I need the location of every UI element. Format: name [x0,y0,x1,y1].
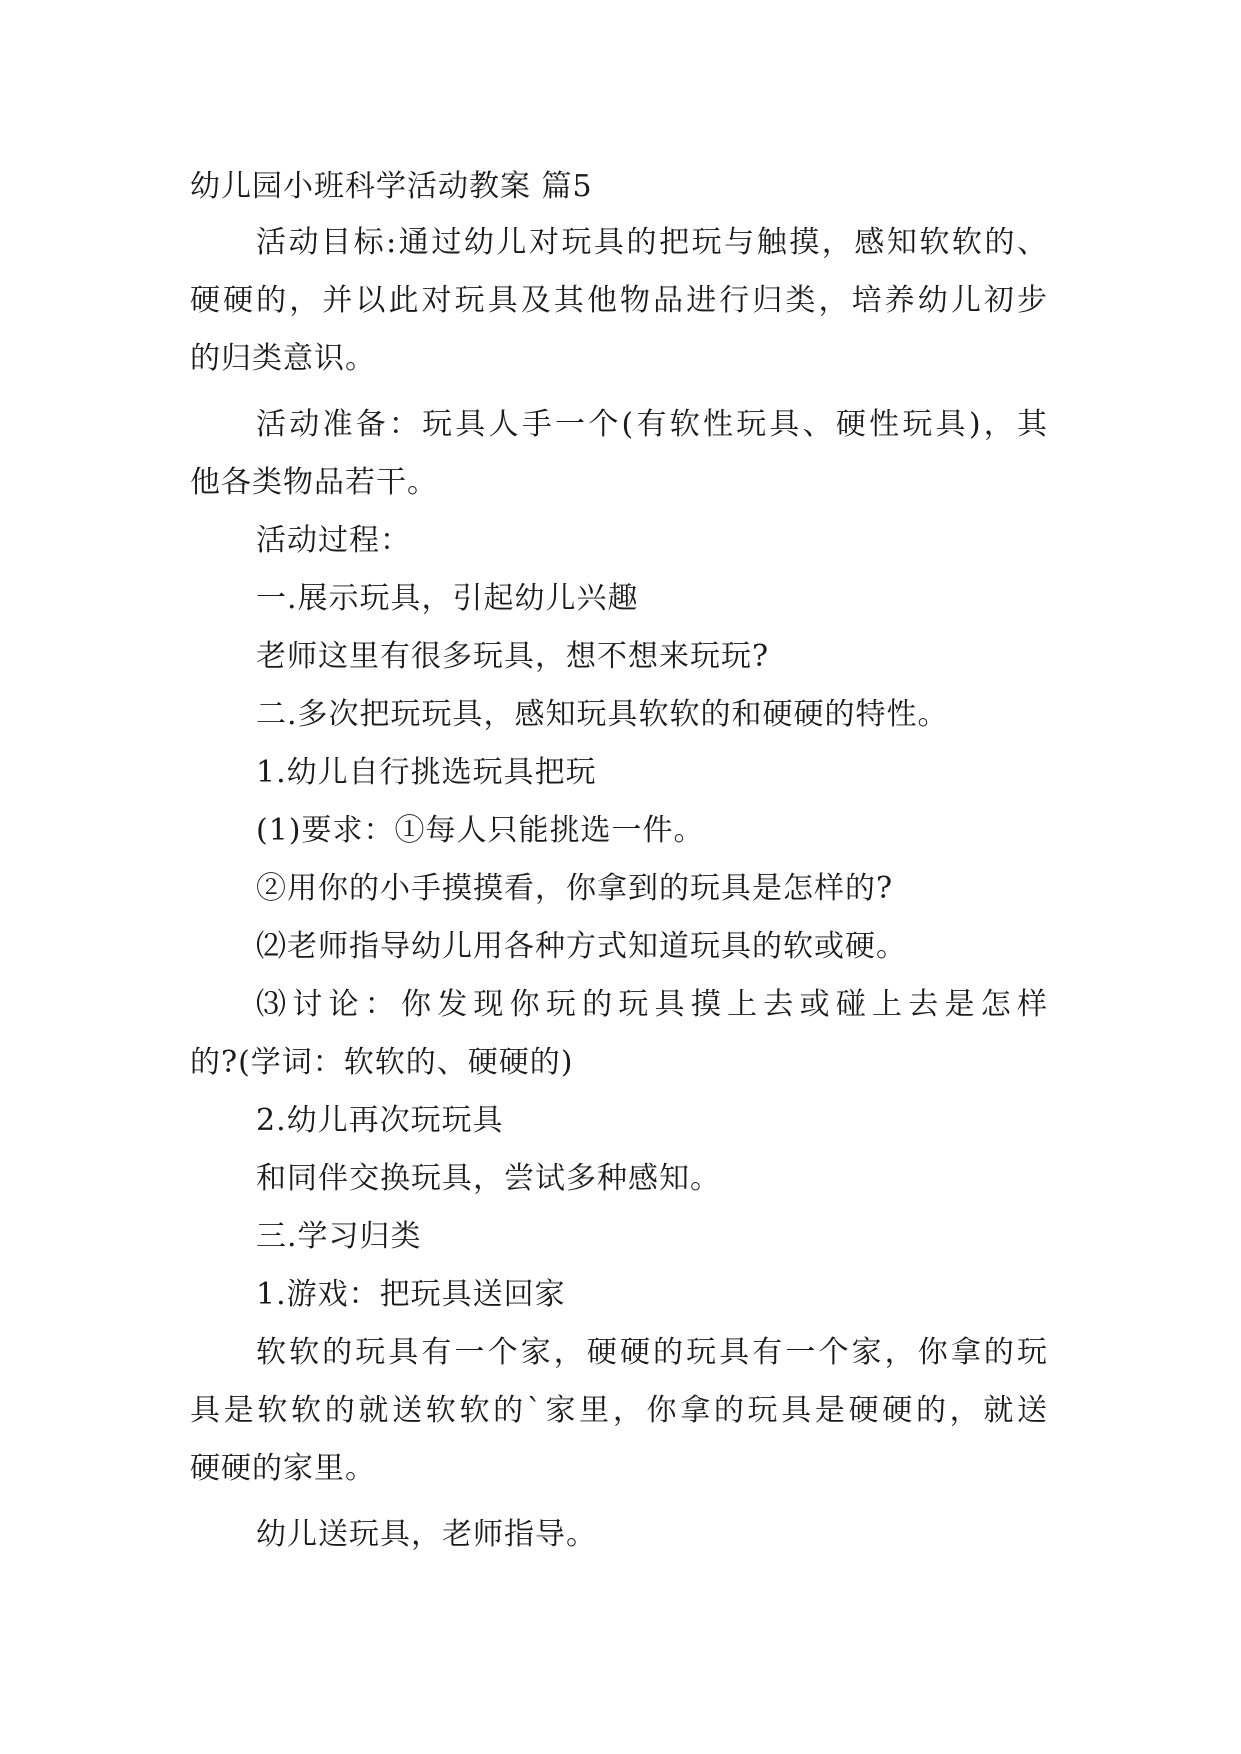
game-text-line-2: 具是软软的就送软软的`家里，你拿的玩具是硬硬的，就送 [190,1393,1048,1428]
step-1-heading: 1.幼儿自行挑选玩具把玩 [256,755,597,790]
section-1-text: 老师这里有很多玩具，想不想来玩玩? [256,639,770,674]
paragraph-goal-line-3: 的归类意识。 [190,341,376,376]
game-text-line-3: 硬硬的家里。 [190,1451,376,1486]
paragraph-prep-line-1: 活动准备：玩具人手一个(有软性玩具、硬性玩具)，其 [256,407,1048,442]
closing-text: 幼儿送玩具，老师指导。 [256,1517,597,1552]
game-text-line-1: 软软的玩具有一个家，硬硬的玩具有一个家，你拿的玩 [256,1335,1048,1370]
paragraph-process-heading: 活动过程： [256,523,411,558]
step-2-text: 和同伴交换玩具，尝试多种感知。 [256,1161,721,1196]
document-title: 幼儿园小班科学活动教案 篇5 [190,169,593,204]
paragraph-goal-line-2: 硬硬的，并以此对玩具及其他物品进行归类，培养幼儿初步 [190,283,1048,318]
section-2-heading: 二.多次把玩玩具，感知玩具软软的和硬硬的特性。 [256,697,949,732]
step-1-guidance: ⑵老师指导幼儿用各种方式知道玩具的软或硬。 [256,929,907,964]
step-1-discussion-line-1: ⑶讨论：你发现你玩的玩具摸上去或碰上去是怎样 [256,987,1048,1022]
step-2-heading: 2.幼儿再次玩玩具 [256,1103,504,1138]
step-1-discussion-line-2: 的?(学词：软软的、硬硬的) [190,1045,574,1080]
step-1-requirement-2: ②用你的小手摸摸看，你拿到的玩具是怎样的? [256,871,894,906]
game-heading: 1.游戏：把玩具送回家 [256,1277,566,1312]
paragraph-prep-line-2: 他各类物品若干。 [190,465,438,500]
section-1-heading: 一.展示玩具，引起幼儿兴趣 [256,581,639,616]
step-1-requirement: (1)要求：①每人只能挑选一件。 [256,813,705,848]
paragraph-goal-line-1: 活动目标:通过幼儿对玩具的把玩与触摸，感知软软的、 [256,225,1048,260]
section-3-heading: 三.学习归类 [256,1219,422,1254]
